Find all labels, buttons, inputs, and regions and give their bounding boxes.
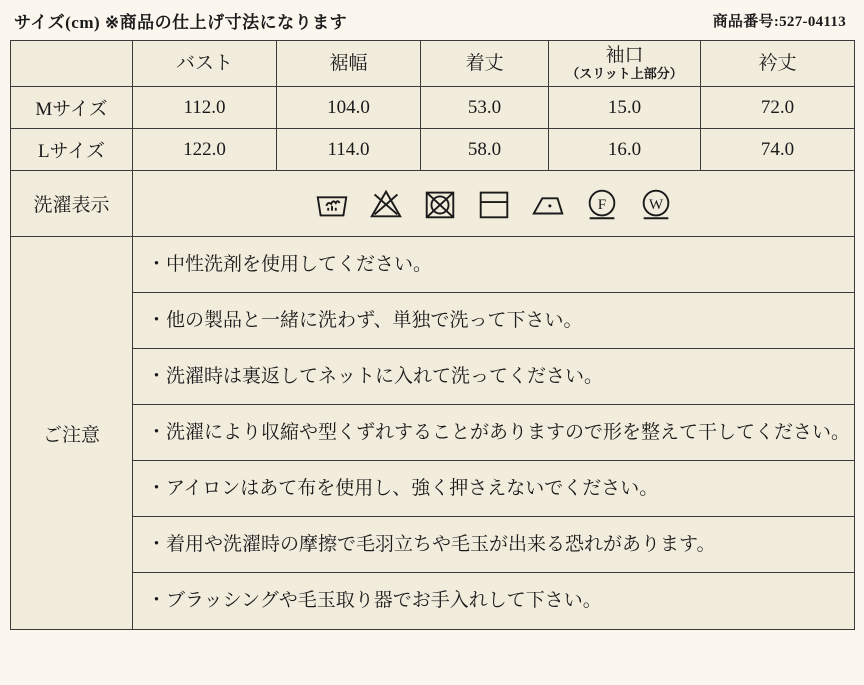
notes-label: ご注意 [11,237,133,630]
list-item: ・洗濯により収縮や型くずれすることがありますので形を整えて干してください。 [133,405,854,461]
notes-row [11,237,855,630]
cell-m-length: 53.0 [421,87,549,129]
cell-l-cuff: 16.0 [549,129,701,171]
header-cell-cuff [549,41,701,87]
care-symbols-cell [133,171,855,237]
cell-m-hem-width: 104.0 [277,87,421,129]
table-header-row [11,41,855,87]
hand-wash-icon [313,185,351,223]
header-cell-hem-width: 裾幅 [277,41,421,87]
list-item: ・洗濯時は裏返してネットに入れて洗ってください。 [133,349,854,405]
no-tumble-dry-icon [421,185,459,223]
cell-m-cuff: 15.0 [549,87,701,129]
notes-list [133,237,854,629]
cell-l-length: 58.0 [421,129,549,171]
row-label-l: Lサイズ [11,129,133,171]
care-label: 洗濯表示 [11,171,133,237]
table-row [11,129,855,171]
header [0,0,864,40]
low-iron-icon [529,185,567,223]
header-cell-cuff-sub: （スリット上部分） [566,65,683,81]
flat-dry-icon [475,185,513,223]
header-cell-length: 着丈 [421,41,549,87]
header-cell-cuff-label: 袖口 [605,45,644,67]
cell-l-bust: 122.0 [133,129,277,171]
list-item: ・アイロンはあて布を使用し、強く押さえないでください。 [133,461,854,517]
product-number: 商品番号:527-04113 [712,13,846,30]
cell-l-collar-length: 74.0 [701,129,855,171]
list-item: ・着用や洗濯時の摩擦で毛羽立ちや毛玉が出来る恐れがあります。 [133,517,854,573]
header-cell-empty [11,41,133,87]
row-label-m: Mサイズ [11,87,133,129]
header-cell-collar-length: 衿丈 [701,41,855,87]
notes-cell [133,237,855,630]
size-note: サイズ(cm) ※商品の仕上げ寸法になります [14,12,348,32]
list-item: ・ブラッシングや毛玉取り器でお手入れして下さい。 [133,573,854,629]
size-table [10,40,855,630]
svg-text:W: W [648,195,663,213]
dry-clean-f-icon [583,185,621,223]
table-row [11,87,855,129]
no-bleach-icon [367,185,405,223]
cell-m-collar-length: 72.0 [701,87,855,129]
list-item: ・他の製品と一緒に洗わず、単独で洗って下さい。 [133,293,854,349]
list-item: ・中性洗剤を使用してください。 [133,237,854,293]
wet-clean-w-icon [637,185,675,223]
svg-text:F: F [597,195,606,213]
cell-l-hem-width: 114.0 [277,129,421,171]
header-cell-bust: バスト [133,41,277,87]
care-symbols [133,185,854,223]
cell-m-bust: 112.0 [133,87,277,129]
care-row [11,171,855,237]
